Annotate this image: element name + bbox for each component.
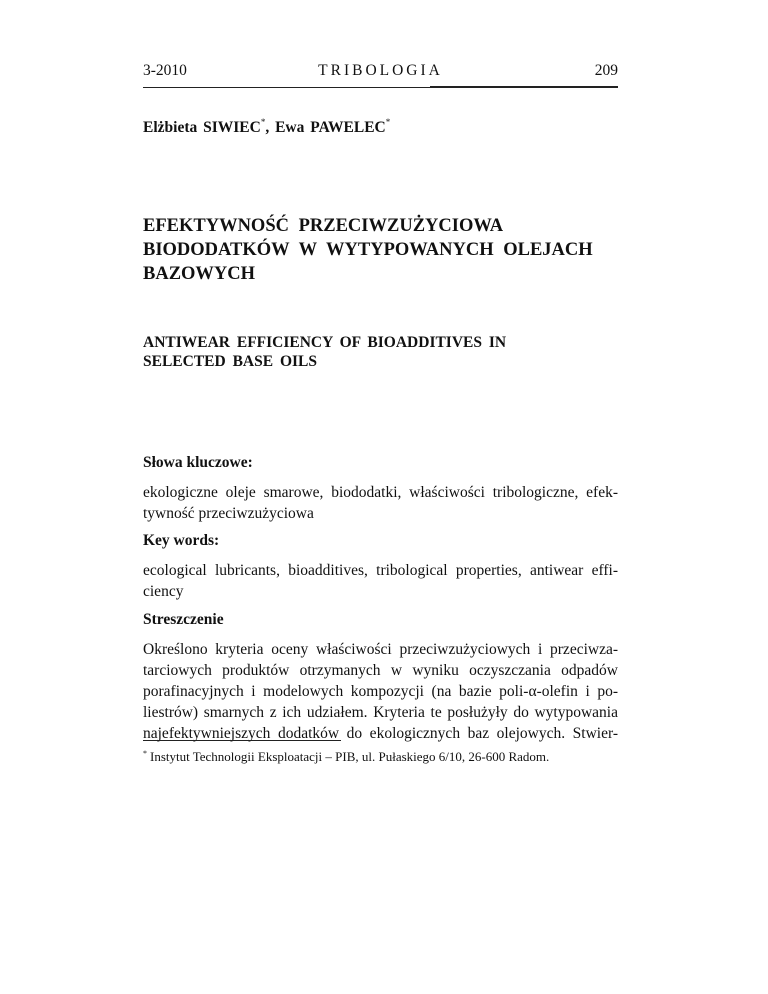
abstract-line: liestrów) smarnych z ich udziałem. Kryteria te posłużyły do wytypowania — [143, 704, 618, 721]
footnote-mark: * — [143, 749, 147, 758]
author-2-footnote-mark: * — [385, 117, 391, 127]
keywords-pl-line: ekologiczne oleje smarowe, biododatki, właściwości tribologiczne, efek- — [143, 484, 618, 501]
keywords-pl-body — [143, 482, 618, 524]
issue-number: 3-2010 — [143, 62, 187, 79]
title-en-line: ANTIWEAR EFFICIENCY OF BIOADDITIVES IN — [143, 334, 507, 351]
keywords-en-body — [143, 560, 618, 602]
abstract-line: najefektywniejszych dodatków do ekologicznych baz olejowych. Stwier- — [143, 725, 618, 742]
author-2: Ewa PAWELEC — [275, 119, 386, 136]
abstract-line: porafinacyjnych i modelowych kompozycji (na bazie poli-α-olefin i po- — [143, 683, 618, 700]
footnote-rule — [143, 740, 341, 741]
page-number: 209 — [594, 62, 618, 79]
title-pl-line: BIODODATKÓW W WYTYPOWANYCH OLEJACH — [143, 240, 593, 260]
abstract-heading: Streszczenie — [143, 611, 224, 628]
header-rule-accent — [430, 86, 618, 88]
author-separator: , — [265, 119, 276, 136]
journal-name: TRIBOLOGIA — [318, 62, 443, 79]
keywords-en-line: ciency — [143, 583, 184, 600]
author-1: Elżbieta SIWIEC — [143, 119, 261, 136]
footnote-text: Instytut Technologii Eksploatacji – PIB, ul. Pułaskiego 6/10, 26-600 Radom. — [150, 749, 550, 764]
author-1-footnote-mark: * — [260, 117, 266, 127]
abstract-body — [143, 639, 618, 744]
keywords-polish-section — [143, 452, 618, 524]
title-en-line: SELECTED BASE OILS — [143, 353, 317, 370]
abstract-section — [143, 609, 618, 744]
keywords-pl-line: tywność przeciwzużyciowa — [143, 505, 314, 522]
keywords-en-line: ecological lubricants, bioadditives, tribological properties, antiwear effi- — [143, 562, 618, 579]
authors-line — [143, 117, 390, 137]
keywords-english-section — [143, 530, 618, 602]
running-header — [143, 62, 618, 84]
title-pl-line: BAZOWYCH — [143, 264, 256, 284]
title-pl-line: EFEKTYWNOŚĆ PRZECIWZUŻYCIOWA — [143, 216, 504, 236]
abstract-line: tarciowych produktów otrzymanych w wyniku oczyszczania odpadów — [143, 662, 618, 679]
keywords-pl-heading: Słowa kluczowe: — [143, 454, 253, 471]
keywords-en-heading: Key words: — [143, 532, 220, 549]
title-english — [143, 333, 618, 371]
footnote — [143, 749, 549, 765]
title-polish — [143, 214, 618, 286]
abstract-line: Określono kryteria oceny właściwości przeciwzużyciowych i przeciwza- — [143, 641, 618, 658]
